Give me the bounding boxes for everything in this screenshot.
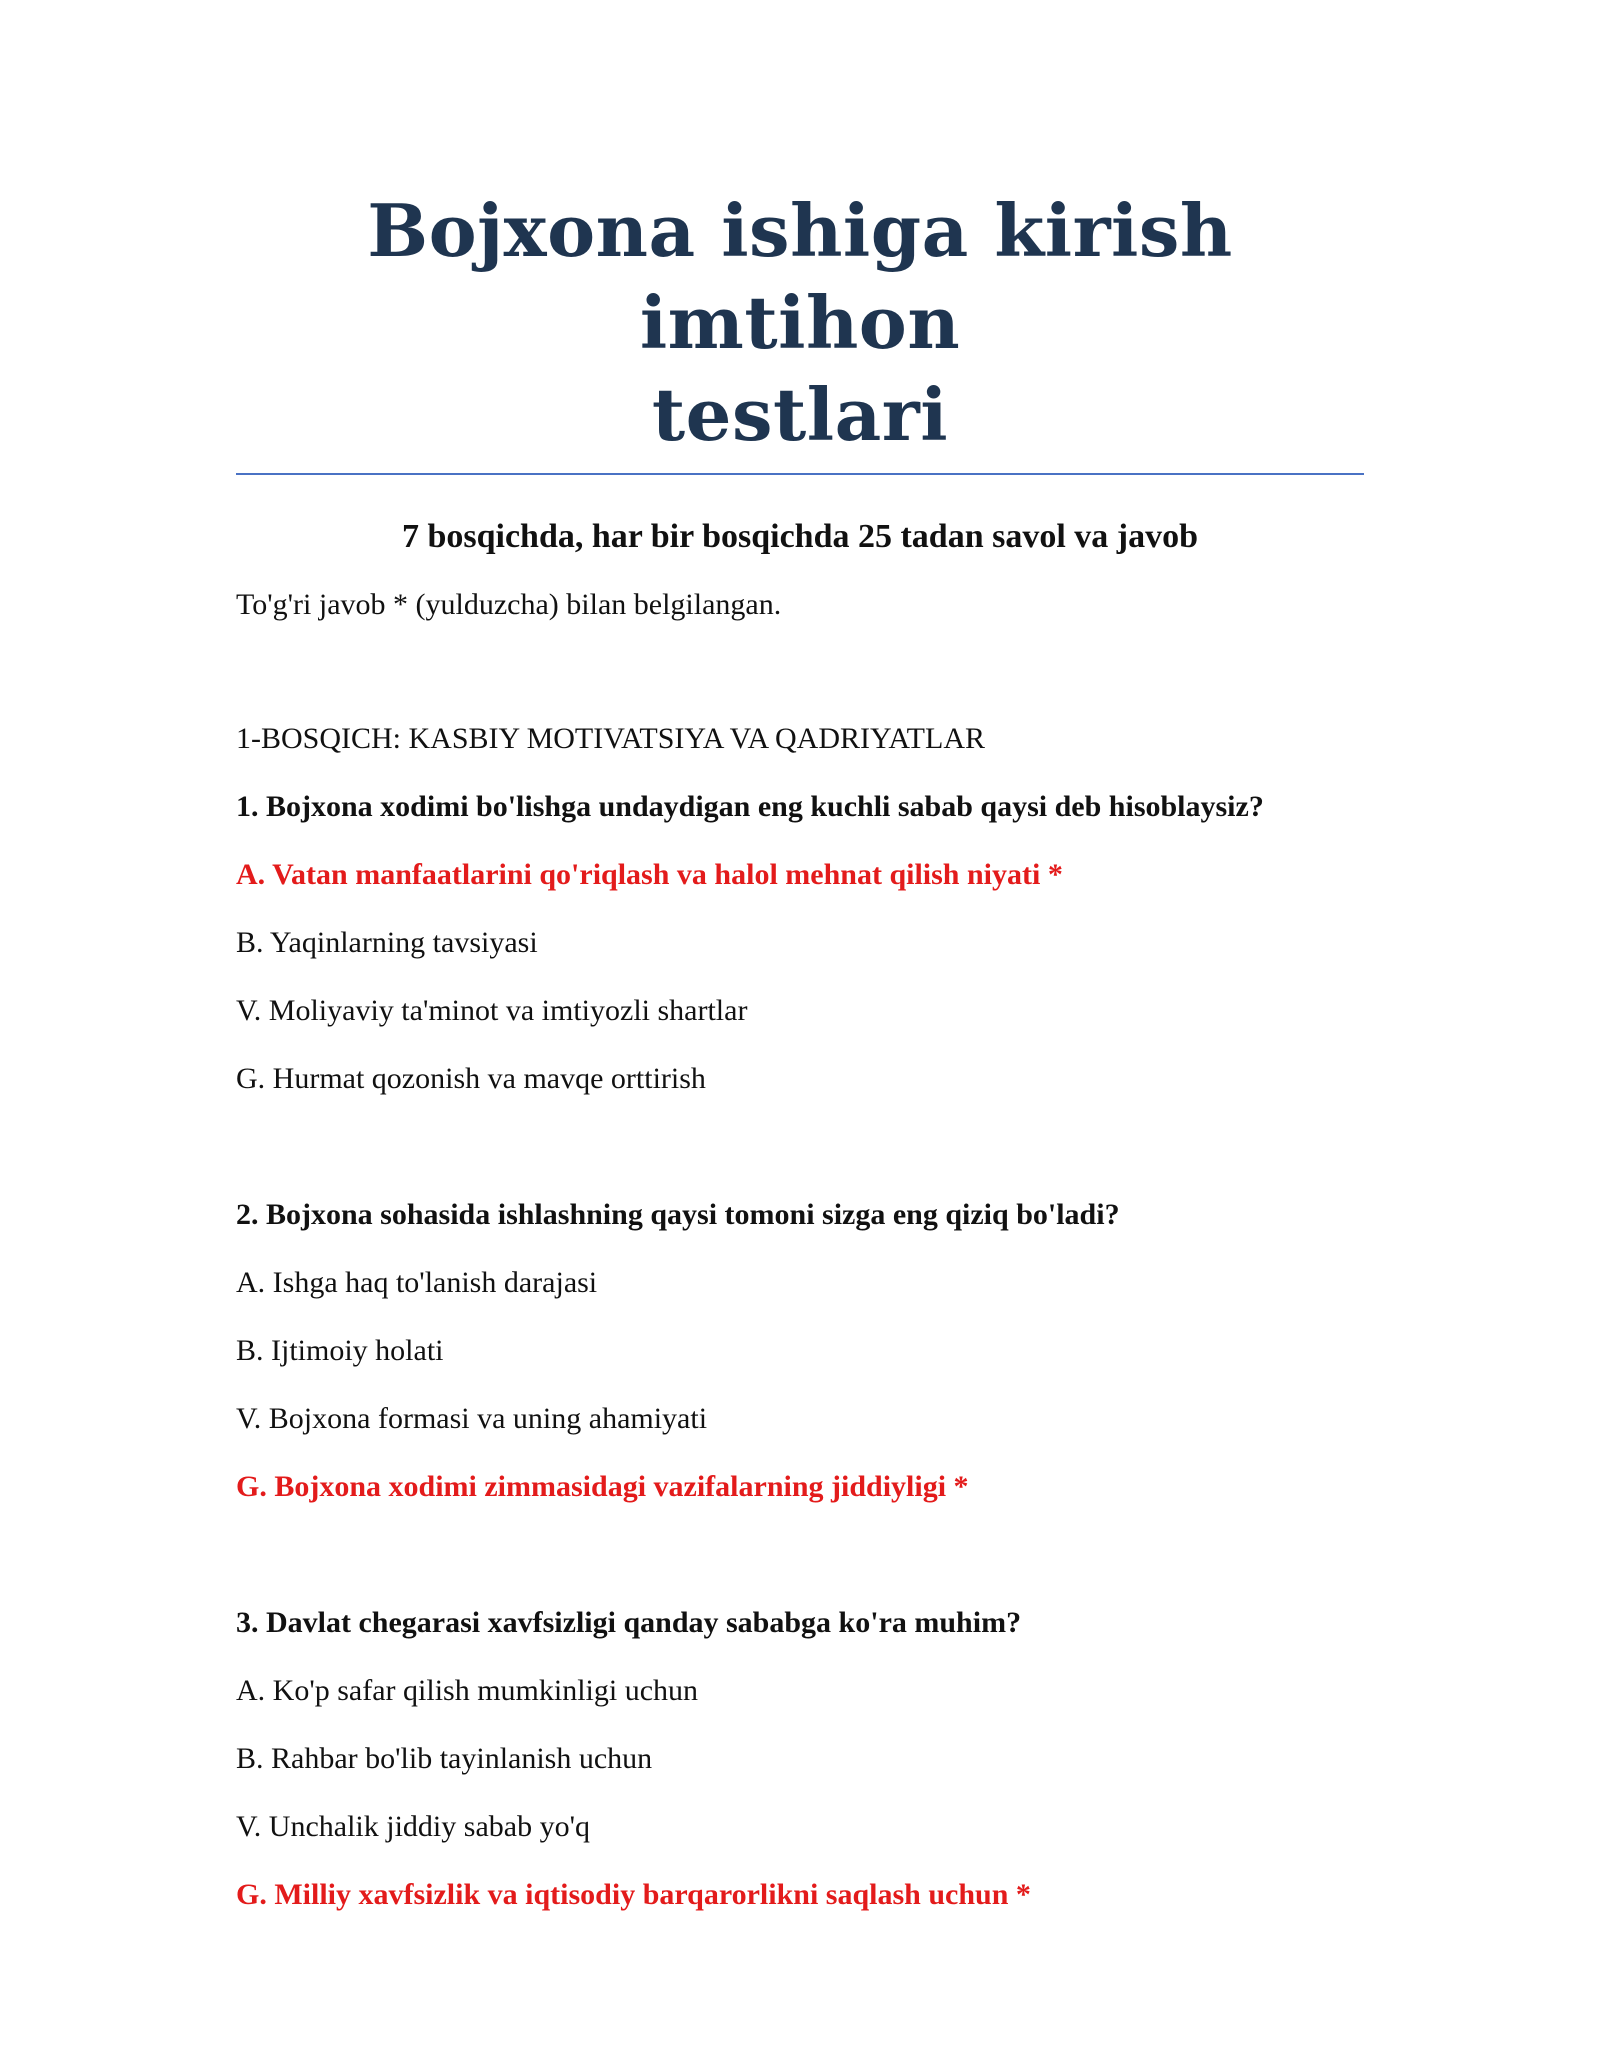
answer-option-a: A. Ishga haq to'lanish darajasi (236, 1266, 598, 1299)
answer-option-a: A. Vatan manfaatlarini qo'riqlash va halol mehnat qilish niyati * (236, 858, 1063, 891)
answer-option-b: B. Ijtimoiy holati (236, 1334, 444, 1367)
document-subtitle: 7 bosqichda, har bir bosqichda 25 tadan savol va javob (401, 518, 1199, 555)
answer-option-g: G. Bojxona xodimi zimmasidagi vazifalarning jiddiyligi * (236, 1470, 969, 1503)
answer-option-g: G. Milliy xavfsizlik va iqtisodiy barqarorlikni saqlash uchun * (236, 1878, 1031, 1911)
stage-heading: 1-BOSQICH: KASBIY MOTIVATSIYA VA QADRIYATLAR (236, 722, 985, 755)
question-block-3 (236, 1605, 1364, 1913)
answer-option-v: V. Unchalik jiddiy sabab yo'q (236, 1810, 590, 1843)
title-line-1: Bojxona ishiga kirish imtihon (367, 188, 1233, 365)
question-list (236, 789, 1364, 1913)
answer-option-a: A. Ko'p safar qilish mumkinligi uchun (236, 1674, 699, 1707)
question-text: 2. Bojxona sohasida ishlashning qaysi tomoni sizga eng qiziq bo'ladi? (236, 1198, 1120, 1231)
question-text: 1. Bojxona xodimi bo'lishga undaydigan eng kuchli sabab qaysi deb hisoblaysiz? (236, 790, 1264, 823)
title-underline (236, 473, 1364, 475)
answer-key-note: To'g'ri javob * (yulduzcha) bilan belgilangan. (236, 588, 782, 621)
document-page (236, 185, 1364, 1913)
title-line-2: testlari (651, 372, 949, 457)
question-block-2 (236, 1197, 1364, 1505)
question-text: 3. Davlat chegarasi xavfsizligi qanday sababga ko'ra muhim? (236, 1606, 1022, 1639)
question-block-1 (236, 789, 1364, 1097)
document-title (236, 185, 1364, 461)
answer-option-b: B. Rahbar bo'lib tayinlanish uchun (236, 1742, 653, 1775)
answer-option-v: V. Bojxona formasi va uning ahamiyati (236, 1402, 708, 1435)
answer-option-v: V. Moliyaviy ta'minot va imtiyozli shartlar (236, 994, 748, 1027)
answer-option-b: B. Yaqinlarning tavsiyasi (236, 926, 538, 959)
answer-option-g: G. Hurmat qozonish va mavqe orttirish (236, 1062, 706, 1095)
